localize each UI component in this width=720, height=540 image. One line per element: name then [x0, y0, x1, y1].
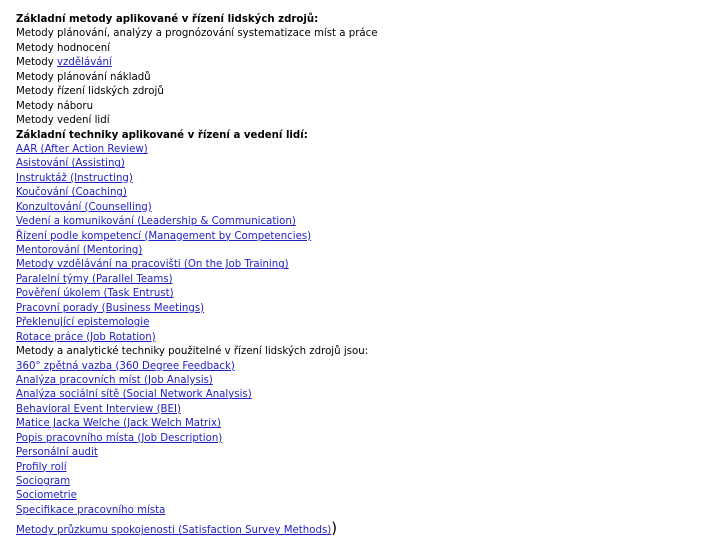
link-item[interactable]: Analýza pracovních míst (Job Analysis)	[16, 374, 213, 386]
link-item[interactable]: Metody vzdělávání na pracovišti (On the Job Training)	[16, 259, 289, 271]
link-item[interactable]: Pověření úkolem (Task Entrust)	[16, 288, 174, 300]
link-vzdelavani[interactable]: vzdělávání	[57, 57, 112, 69]
link-item[interactable]: Sociogram	[16, 476, 71, 487]
link-item[interactable]: Profily rolí	[16, 461, 67, 473]
list-item	[16, 114, 706, 128]
link-item[interactable]: Matice Jacka Welche (Jack Welch Matrix)	[16, 418, 222, 430]
link-item[interactable]: Paralelní týmy (Parallel Teams)	[16, 273, 173, 285]
list-item-text: Metody řízení lidských zdrojů	[16, 86, 164, 98]
link-item[interactable]: Pracovní porady (Business Meetings)	[16, 302, 205, 314]
list-item-text: Metody plánování, analýzy a prognózování systematizace míst a práce	[16, 28, 378, 40]
link-item[interactable]: Popis pracovního místa (Job Description)	[16, 432, 223, 444]
link-item[interactable]: Rotace práce (Job Rotation)	[16, 331, 156, 343]
link-item[interactable]: Asistování (Assisting)	[16, 158, 125, 170]
list-item-text: Metody	[16, 57, 58, 69]
link-item[interactable]: Specifikace pracovního místa	[16, 504, 166, 516]
link-item[interactable]: AAR (After Action Review)	[16, 143, 148, 155]
link-item-satisfaction-survey[interactable]: Metody průzkumu spokojenosti (Satisfaction Survey Methods)	[16, 525, 332, 537]
link-item[interactable]: Personální audit	[16, 447, 98, 459]
list-item	[16, 56, 706, 70]
link-item[interactable]: Sociometrie	[16, 490, 77, 502]
section-heading-analytic-methods: Metody a analytické techniky použitelné v řízení lidských zdrojů jsou:	[16, 346, 369, 358]
link-item[interactable]: Behavioral Event Interview (BEI)	[16, 403, 181, 415]
link-item[interactable]: Koučování (Coaching)	[16, 187, 127, 199]
section-heading-techniques: Základní techniky aplikované v řízení a vedení lidí:	[16, 129, 308, 141]
list-item-text: Metody vedení lidí	[16, 115, 110, 127]
list-item-text: Metody plánování nákladů	[16, 71, 151, 83]
link-item[interactable]: 360° zpětná vazba (360 Degree Feedback)	[16, 360, 235, 372]
link-item[interactable]: Analýza sociální sítě (Social Network Analysis)	[16, 389, 252, 401]
link-item[interactable]: Řízení podle kompetencí (Management by Competencies)	[16, 230, 312, 242]
link-item[interactable]: Vedení a komunikování (Leadership & Communication)	[16, 216, 296, 228]
link-item[interactable]: Instruktáž (Instructing)	[16, 172, 133, 184]
closing-parenthesis: )	[331, 519, 338, 538]
link-item[interactable]: Překlenující epistemologie	[16, 317, 150, 329]
document-body	[16, 13, 706, 536]
link-item[interactable]: Mentorování (Mentoring)	[16, 245, 143, 256]
section-heading-methods: Základní metody aplikované v řízení lidských zdrojů:	[16, 14, 319, 25]
list-item-text: Metody hodnocení	[16, 42, 111, 54]
list-item	[16, 85, 706, 99]
link-item[interactable]: Konzultování (Counselling)	[16, 201, 152, 213]
list-item	[16, 27, 706, 41]
list-item	[16, 100, 706, 114]
list-item	[16, 42, 706, 56]
list-item-text: Metody náboru	[16, 100, 94, 112]
list-item	[16, 71, 706, 85]
